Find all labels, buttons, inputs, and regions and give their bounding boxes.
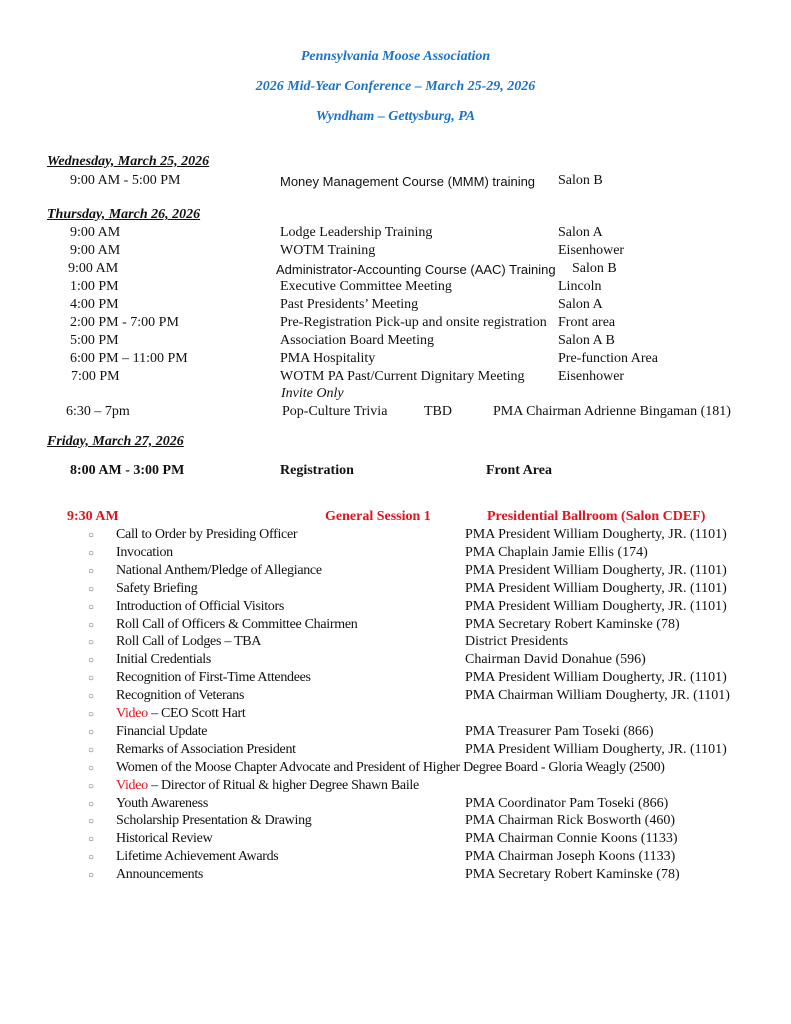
- agenda-item-presenter: PMA President William Dougherty, JR. (1101): [465, 742, 727, 757]
- event-location: Eisenhower: [558, 243, 625, 258]
- event-location: Front area: [558, 315, 616, 330]
- event-name: PMA Hospitality: [280, 351, 376, 366]
- agenda-item-label: [116, 813, 312, 829]
- bullet-icon: ○: [88, 709, 95, 720]
- bullet-icon: ○: [88, 745, 95, 756]
- event-name: Pop-Culture Trivia: [282, 404, 388, 419]
- event-time: 9:00 AM: [70, 225, 121, 240]
- agenda-item-text: Announcements: [116, 867, 204, 882]
- agenda-item-text: Recognition of Veterans: [116, 688, 245, 703]
- registration-event: Registration: [280, 463, 354, 478]
- agenda-item-label: [116, 760, 665, 776]
- event-time: 2:00 PM - 7:00 PM: [70, 315, 179, 330]
- session-time: 9:30 AM: [67, 509, 119, 524]
- event-host: PMA Chairman Adrienne Bingaman (181): [493, 404, 731, 419]
- bullet-icon: ○: [88, 655, 95, 666]
- day-heading-friday: Friday, March 27, 2026: [47, 434, 184, 449]
- agenda-item-text: Remarks of Association President: [116, 742, 296, 757]
- org-title: Pennsylvania Moose Association: [300, 49, 491, 64]
- bullet-icon: ○: [88, 566, 95, 577]
- agenda-item-label: [116, 796, 208, 812]
- event-name: Lodge Leadership Training: [280, 225, 433, 240]
- event-time: 6:00 PM – 11:00 PM: [70, 351, 188, 366]
- day-heading-wednesday: Wednesday, March 25, 2026: [47, 154, 210, 169]
- agenda-item-label: [116, 670, 311, 686]
- agenda-item-label: [116, 831, 212, 847]
- event-name: Pre-Registration Pick-up and onsite registration: [280, 315, 547, 330]
- event-time: 9:00 AM - 5:00 PM: [70, 173, 181, 188]
- agenda-item-text: – CEO Scott Hart: [147, 706, 246, 721]
- event-time: 6:30 – 7pm: [66, 404, 130, 419]
- agenda-item-text: Initial Credentials: [116, 652, 211, 667]
- agenda-item-label: [116, 563, 322, 579]
- event-location: Salon A B: [558, 333, 615, 348]
- agenda-item-presenter: PMA Secretary Robert Kaminske (78): [465, 617, 680, 632]
- event-name: WOTM Training: [280, 243, 376, 258]
- event-name: Money Management Course (MMM) training: [280, 174, 536, 189]
- agenda-item-label: [116, 742, 296, 758]
- event-location: Salon A: [558, 297, 603, 312]
- bullet-icon: ○: [88, 727, 95, 738]
- agenda-item-label: [116, 527, 297, 543]
- event-time: 4:00 PM: [70, 297, 119, 312]
- agenda-item-text: Call to Order by Presiding Officer: [116, 527, 298, 542]
- agenda-item-label: [116, 867, 203, 883]
- conference-title: 2026 Mid-Year Conference – March 25-29, 2026: [255, 79, 536, 94]
- agenda-item-text: Introduction of Official Visitors: [116, 599, 284, 614]
- registration-time: 8:00 AM - 3:00 PM: [70, 463, 185, 478]
- agenda-item-presenter: PMA President William Dougherty, JR. (1101): [465, 599, 727, 614]
- agenda-item-label: [116, 581, 197, 597]
- event-time: 1:00 PM: [70, 279, 119, 294]
- agenda-item-text: Safety Briefing: [116, 581, 198, 596]
- bullet-icon: ○: [88, 816, 95, 827]
- bullet-icon: ○: [88, 602, 95, 613]
- agenda-item-text: Women of the Moose Chapter Advocate and President of Higher Degree Board - Gloria Weagly (2500): [116, 760, 665, 775]
- agenda-item-text: Roll Call of Officers & Committee Chairmen: [116, 617, 358, 632]
- event-time: 7:00 PM: [71, 369, 120, 384]
- agenda-item-text: Lifetime Achievement Awards: [116, 849, 279, 864]
- event-location: Salon B: [558, 173, 603, 188]
- agenda-item-presenter: PMA President William Dougherty, JR. (1101): [465, 563, 727, 578]
- bullet-icon: ○: [88, 691, 95, 702]
- agenda-item-label: [116, 652, 211, 668]
- bullet-icon: ○: [88, 548, 95, 559]
- event-note: Invite Only: [281, 386, 344, 401]
- agenda-item-presenter: PMA Chairman William Dougherty, JR. (1101): [465, 688, 730, 703]
- agenda-item-presenter: PMA Coordinator Pam Toseki (866): [465, 796, 669, 811]
- agenda-item-text: Recognition of First-Time Attendees: [116, 670, 311, 685]
- agenda-item-presenter: PMA Chaplain Jamie Ellis (174): [465, 545, 648, 560]
- event-location: Salon A: [558, 225, 603, 240]
- agenda-item-text: – Director of Ritual & higher Degree Shawn Baile: [147, 778, 419, 793]
- video-tag: Video: [116, 706, 148, 721]
- day-heading-thursday: Thursday, March 26, 2026: [47, 207, 201, 222]
- bullet-icon: ○: [88, 763, 95, 774]
- agenda-item-label: [116, 634, 261, 650]
- agenda-item-label: [116, 706, 245, 722]
- bullet-icon: ○: [88, 834, 95, 845]
- venue-title: Wyndham – Gettysburg, PA: [315, 109, 476, 124]
- event-name: Past Presidents’ Meeting: [280, 297, 419, 312]
- agenda-item-text: National Anthem/Pledge of Allegiance: [116, 563, 322, 578]
- agenda-item-label: [116, 724, 207, 740]
- agenda-item-presenter: PMA President William Dougherty, JR. (1101): [465, 670, 727, 685]
- bullet-icon: ○: [88, 852, 95, 863]
- agenda-item-text: Scholarship Presentation & Drawing: [116, 813, 312, 828]
- event-name: Executive Committee Meeting: [280, 279, 452, 294]
- event-location: Eisenhower: [558, 369, 625, 384]
- agenda-item-presenter: Chairman David Donahue (596): [465, 652, 646, 667]
- event-time: 9:00 AM: [68, 261, 119, 276]
- agenda-item-presenter: PMA Chairman Joseph Koons (1133): [465, 849, 676, 864]
- event-location: Pre-function Area: [558, 351, 658, 366]
- agenda-item-presenter: PMA President William Dougherty, JR. (1101): [465, 581, 727, 596]
- event-location: TBD: [424, 404, 452, 419]
- agenda-item-text: Youth Awareness: [116, 796, 208, 811]
- agenda-item-presenter: PMA Secretary Robert Kaminske (78): [465, 867, 680, 882]
- bullet-icon: ○: [88, 620, 95, 631]
- agenda-item-presenter: PMA President William Dougherty, JR. (1101): [465, 527, 727, 542]
- event-name: Administrator-Accounting Course (AAC) Training: [276, 262, 556, 277]
- session-location: Presidential Ballroom (Salon CDEF): [487, 509, 706, 524]
- agenda-item-text: Invocation: [116, 545, 173, 560]
- agenda-item-presenter: PMA Chairman Rick Bosworth (460): [465, 813, 675, 828]
- agenda-item-presenter: District Presidents: [465, 634, 569, 649]
- agenda-item-text: Roll Call of Lodges – TBA: [116, 634, 262, 649]
- agenda-item-text: Historical Review: [116, 831, 213, 846]
- event-name: WOTM PA Past/Current Dignitary Meeting: [280, 369, 525, 384]
- agenda-item-label: [116, 849, 278, 865]
- bullet-icon: ○: [88, 637, 95, 648]
- event-time: 5:00 PM: [70, 333, 119, 348]
- agenda-item-label: [116, 778, 419, 794]
- bullet-icon: ○: [88, 584, 95, 595]
- event-time: 9:00 AM: [70, 243, 121, 258]
- bullet-icon: ○: [88, 673, 95, 684]
- bullet-icon: ○: [88, 799, 95, 810]
- video-tag: Video: [116, 778, 148, 793]
- bullet-icon: ○: [88, 530, 95, 541]
- session-title: General Session 1: [325, 509, 431, 524]
- event-location: Lincoln: [558, 279, 602, 294]
- event-location: Salon B: [572, 261, 617, 276]
- agenda-item-label: [116, 617, 357, 633]
- bullet-icon: ○: [88, 870, 95, 881]
- agenda-item-label: [116, 599, 284, 615]
- agenda-item-presenter: PMA Treasurer Pam Toseki (866): [465, 724, 654, 739]
- agenda-item-text: Financial Update: [116, 724, 208, 739]
- agenda-item-label: [116, 688, 244, 704]
- event-name: Association Board Meeting: [280, 333, 434, 348]
- agenda-item-label: [116, 545, 173, 561]
- registration-location: Front Area: [486, 463, 552, 478]
- agenda-item-presenter: PMA Chairman Connie Koons (1133): [465, 831, 678, 846]
- bullet-icon: ○: [88, 781, 95, 792]
